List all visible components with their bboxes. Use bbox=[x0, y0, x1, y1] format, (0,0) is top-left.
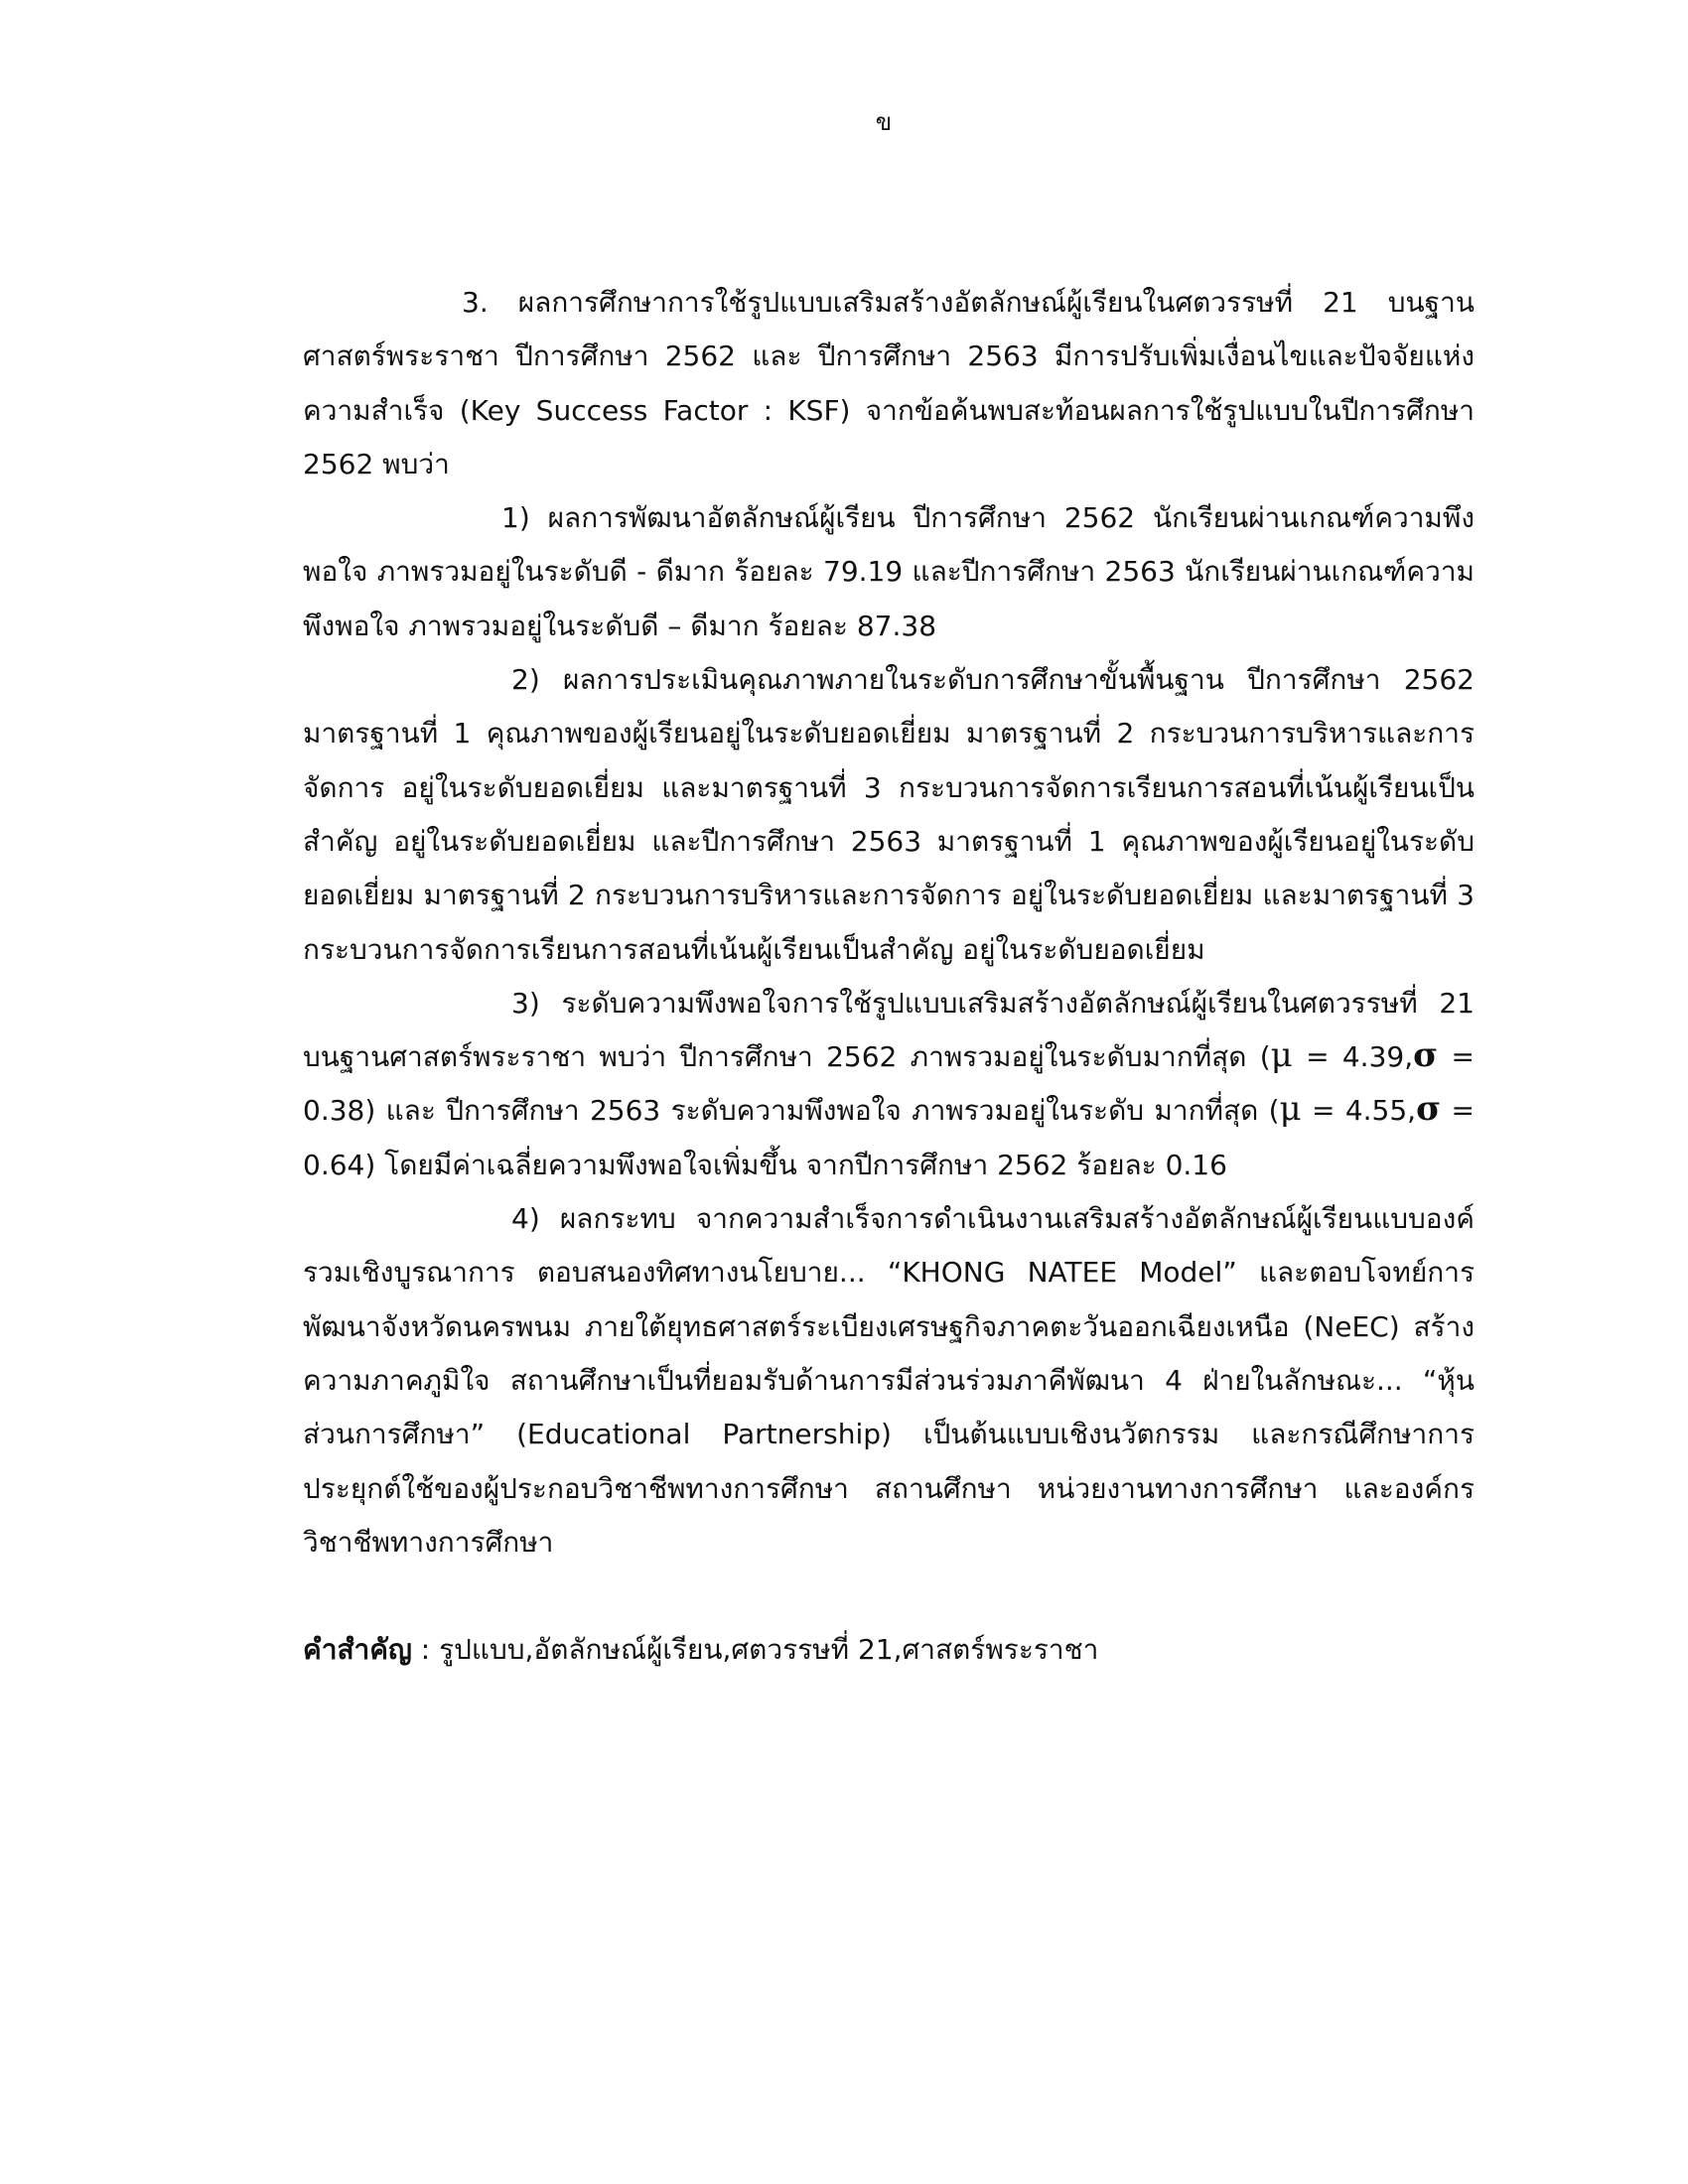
paragraph-result-3-1: 1) ผลการพัฒนาอัตลักษณ์ผู้เรียน ปีการศึกษา 2562 นักเรียนผ่านเกณฑ์ความพึงพอใจ ภาพรวมอยู่ในระดับดี - ดีมาก ร้อยละ 79.19 และปีการศึกษา 2563 นักเรียนผ่านเกณฑ์ความพึงพอใจ ภาพรวมอยู่ในระดับดี – ดีมาก ร้อยละ 87.38 bbox=[303, 501, 1475, 642]
sigma-symbol: σ bbox=[1416, 1089, 1442, 1130]
paragraph-result-3-3 bbox=[303, 977, 1475, 1192]
keywords-line bbox=[303, 1623, 1475, 1677]
text-segment: = 4.39, bbox=[1292, 1040, 1414, 1074]
mu-symbol: μ bbox=[1270, 1035, 1293, 1076]
paragraph-result-3-2: 2) ผลการประเมินคุณภาพภายในระดับการศึกษาขั้นพื้นฐาน ปีการศึกษา 2562 มาตรฐานที่ 1 คุณภาพของผู้เรียนอยู่ในระดับยอดเยี่ยม มาตรฐานที่ 2 กระบวนการบริหารและการจัดการ อยู่ในระดับยอดเยี่ยม และมาตรฐานที่ 3 กระบวนการจัดการเรียนการสอนที่เน้นผู้เรียนเป็นสำคัญ อยู่ในระดับยอดเยี่ยม และปีการศึกษา 2563 มาตรฐานที่ 1 คุณภาพของผู้เรียนอยู่ในระดับยอดเยี่ยม มาตรฐานที่ 2 กระบวนการบริหารและการจัดการ อยู่ในระดับยอดเยี่ยม และมาตรฐานที่ 3 กระบวนการจัดการเรียนการสอนที่เน้นผู้เรียนเป็นสำคัญ อยู่ในระดับยอดเยี่ยม bbox=[303, 663, 1475, 966]
text-segment: = 4.55, bbox=[1301, 1094, 1417, 1128]
paragraph-result-3-4: 4) ผลกระทบ จากความสำเร็จการดำเนินงานเสริมสร้างอัตลักษณ์ผู้เรียนแบบองค์รวมเชิงบูรณาการ ตอบสนองทิศทางนโยบาย... “KHONG NATEE Model” และตอบโจทย์การพัฒนาจังหวัดนครพนม ภายใต้ยุทธศาสตร์ระเบียงเศรษฐกิจภาคตะวันออกเฉียงเหนือ (NeEC) สร้างความภาคภูมิใจ สถานศึกษาเป็นที่ยอมรับด้านการมีส่วนร่วมภาคีพัฒนา 4 ฝ่ายในลักษณะ... “หุ้นส่วนการศึกษา” (Educational Partnership) เป็นต้นแบบเชิงนวัตกรรม และกรณีศึกษาการประยุกต์ใช้ของผู้ประกอบวิชาชีพทางการศึกษา สถานศึกษา หน่วยงานทางการศึกษา และองค์กรวิชาชีพทางการศึกษา bbox=[303, 1202, 1475, 1559]
sigma-symbol: σ bbox=[1413, 1035, 1439, 1076]
keywords-separator: : bbox=[411, 1633, 440, 1667]
paragraph-result-3: 3. ผลการศึกษาการใช้รูปแบบเสริมสร้างอัตลักษณ์ผู้เรียนในศตวรรษที่ 21 บนฐานศาสตร์พระราชา ปีการศึกษา 2562 และ ปีการศึกษา 2563 มีการปรับเพิ่มเงื่อนไขและปัจจัยแห่งความสำเร็จ (Key Success Factor : KSF) จากข้อค้นพบสะท้อนผลการใช้รูปแบบในปีการศึกษา 2562 พบว่า bbox=[303, 286, 1475, 480]
keywords-label: คำสำคัญ bbox=[303, 1633, 412, 1667]
text-segment: = 0.38) และ ปีการศึกษา 2563 ระดับความพึงพอใจ ภาพรวมอยู่ในระดับ มากที่สุด ( bbox=[303, 1040, 1475, 1128]
keywords-text: รูปแบบ,อัตลักษณ์ผู้เรียน,ศตวรรษที่ 21,ศาสตร์พระราชา bbox=[439, 1633, 1099, 1667]
page-number: ข bbox=[875, 108, 893, 136]
text-segment: = 0.64) โดยมีค่าเฉลี่ยความพึงพอใจเพิ่มขึ้น จากปีการศึกษา 2562 ร้อยละ 0.16 bbox=[303, 1094, 1475, 1181]
document-body bbox=[303, 276, 1475, 1677]
text-segment: 3) ระดับความพึงพอใจการใช้รูปแบบเสริมสร้างอัตลักษณ์ผู้เรียนในศตวรรษที่ 21 บนฐานศาสตร์พระราชา พบว่า ปีการศึกษา 2562 ภาพรวมอยู่ในระดับมากที่สุด ( bbox=[303, 986, 1475, 1074]
mu-symbol: μ bbox=[1279, 1089, 1302, 1130]
